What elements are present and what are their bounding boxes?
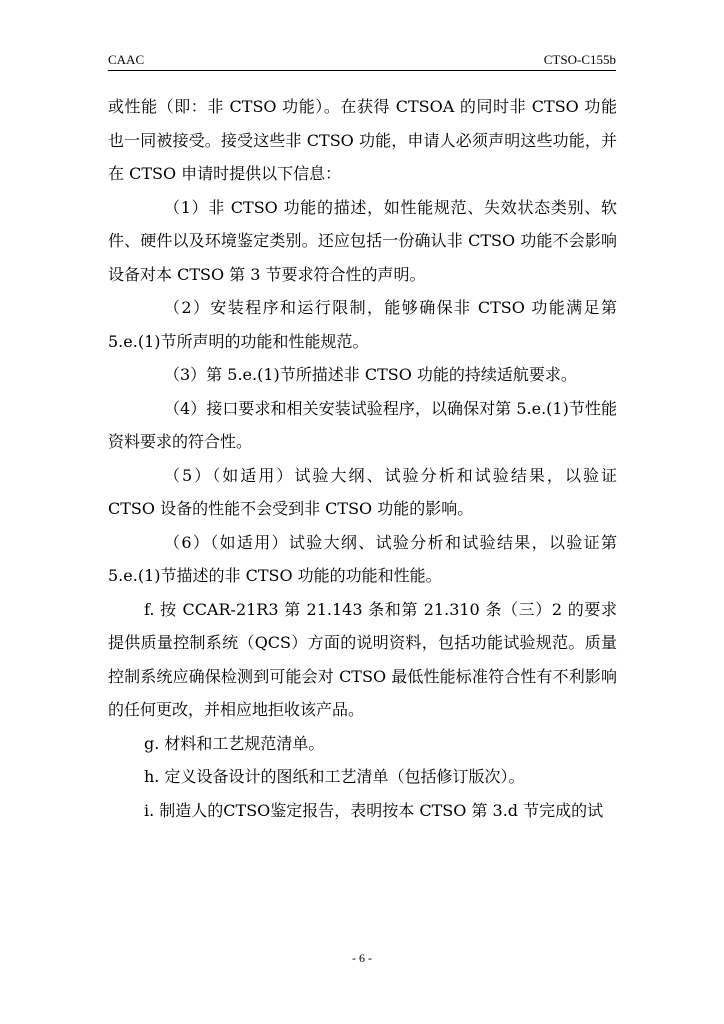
body-paragraph: f. 按 CCAR-21R3 第 21.143 条和第 21.310 条（三）2 的要求提供质量控制系统（QCS）方面的说明资料，包括功能试验规范。质量控制系统应确保检测到可能会对 CTSO 最低性能标准符合性有不利影响的任何更改，并相应地拒收该产品。 [108,599,617,719]
header-divider [108,70,616,71]
body-paragraph: 或性能（即：非 CTSO 功能）。在获得 CTSOA 的同时非 CTSO 功能也一同被接受。接受这些非 CTSO 功能，申请人必须声明这些功能，并在 CTSO 申请时提供以下信息： [108,97,617,183]
body-paragraph: （6）（如适用）试验大纲、试验分析和试验结果，以验证第 5.e.(1)节描述的非 CTSO 功能的功能和性能。 [108,532,617,585]
body-paragraph: （3）第 5.e.(1)节所描述非 CTSO 功能的持续适航要求。 [164,365,577,384]
header-doc-id: CTSO-C155b [543,52,616,67]
page-number: - 6 - [352,951,372,965]
body-paragraph: （1）非 CTSO 功能的描述，如性能规范、失效状态类别、软件、硬件以及环境鉴定类别。还应包括一份确认非 CTSO 功能不会影响设备对本 CTSO 第 3 节要求符合性的声明。 [108,197,617,284]
body-paragraph: （2）安装程序和运行限制，能够确保非 CTSO 功能满足第 5.e.(1)节所声明的功能和性能规范。 [108,298,617,351]
header-org: CAAC [108,52,145,67]
body-paragraph: （4）接口要求和相关安装试验程序，以确保对第 5.e.(1)节性能资料要求的符合性。 [108,398,617,451]
body-paragraph: h. 定义设备设计的图纸和工艺清单（包括修订版次）。 [144,767,525,786]
document-body [108,90,617,827]
body-paragraph: （5）（如适用）试验大纲、试验分析和试验结果，以验证 CTSO 设备的性能不会受到非 CTSO 功能的影响。 [108,465,617,518]
page-header [108,50,616,70]
body-paragraph: i. 制造人的CTSO鉴定报告，表明按本 CTSO 第 3.d 节完成的试 [144,800,604,820]
body-paragraph: g. 材料和工艺规范清单。 [144,733,325,753]
